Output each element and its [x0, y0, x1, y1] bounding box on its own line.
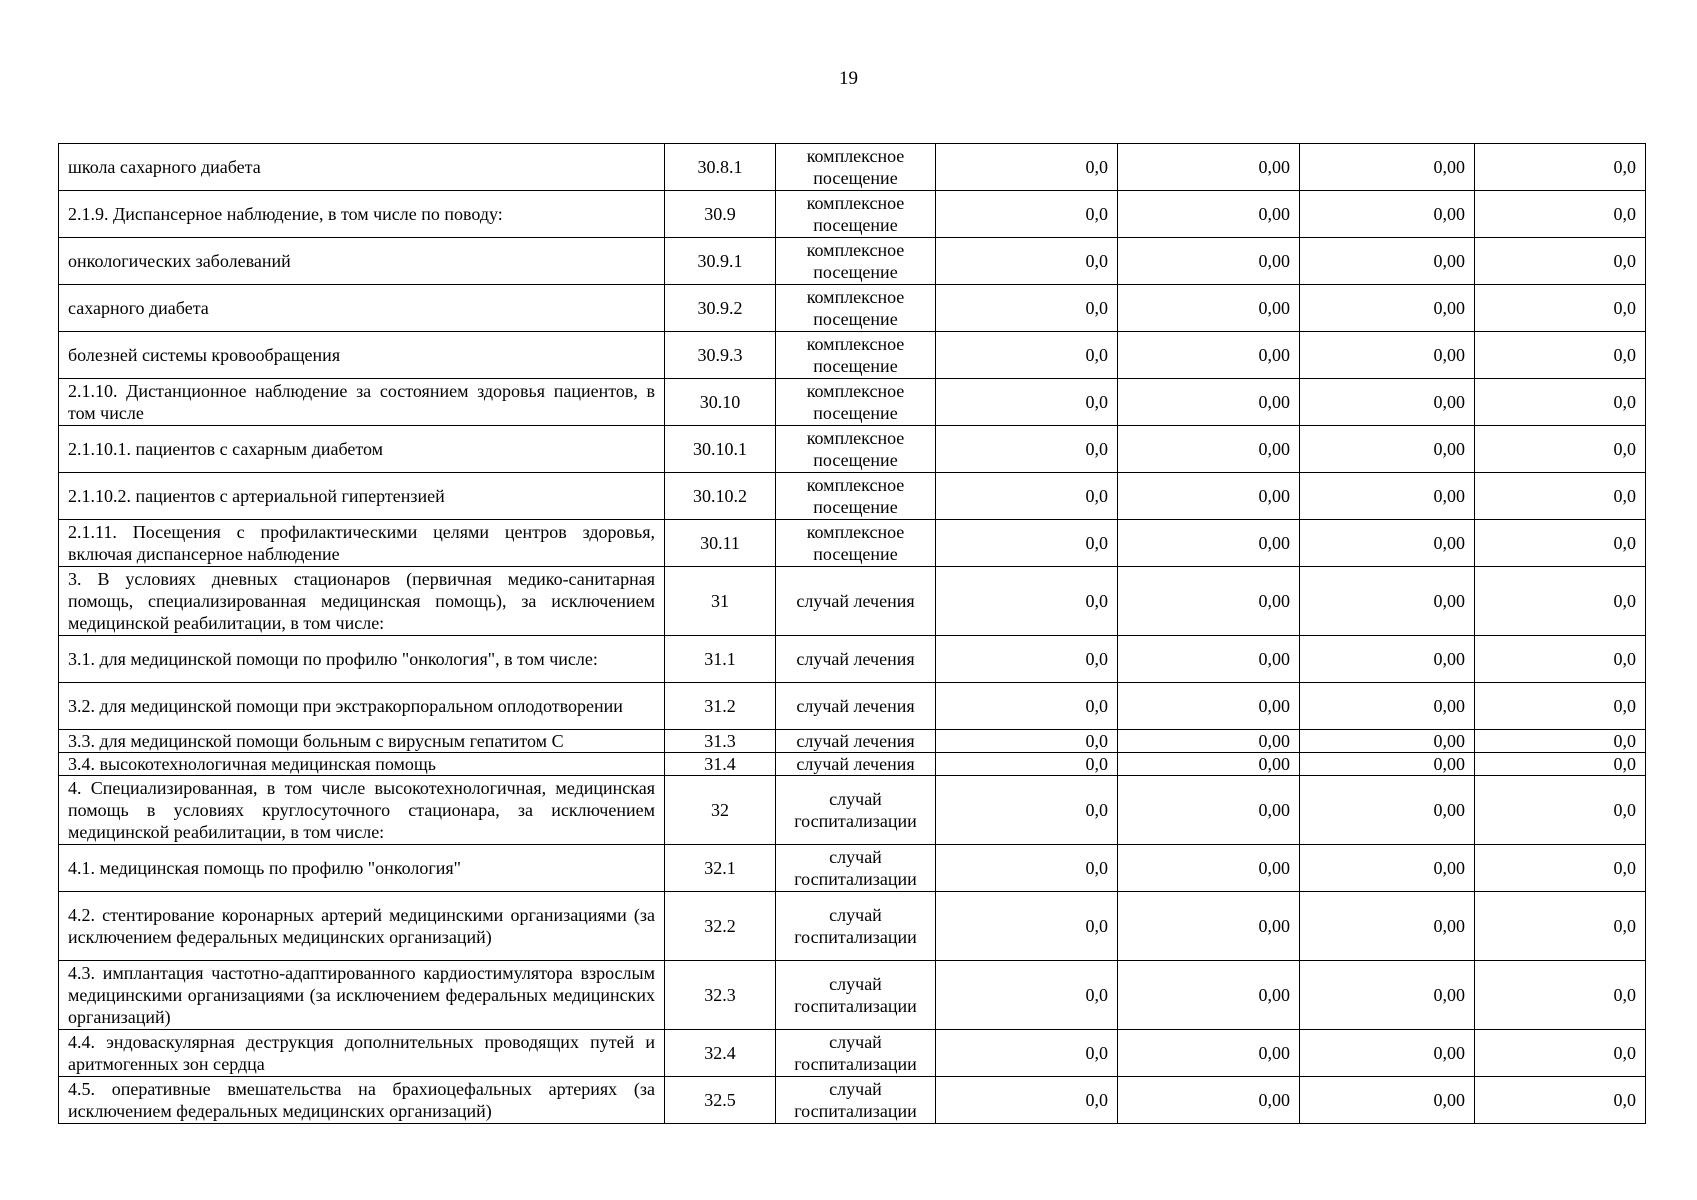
row-code-cell: 30.10.2	[665, 473, 776, 520]
row-value-4-cell: 0,0	[1475, 426, 1646, 473]
row-value-2-cell: 0,00	[1118, 144, 1300, 191]
row-code-cell: 32.1	[665, 845, 776, 892]
row-value-2-cell: 0,00	[1118, 892, 1300, 961]
row-value-3-cell: 0,00	[1300, 191, 1475, 238]
row-value-2-cell: 0,00	[1118, 426, 1300, 473]
row-value-2-cell: 0,00	[1118, 961, 1300, 1030]
row-code-cell: 32	[665, 776, 776, 845]
row-code-cell: 30.8.1	[665, 144, 776, 191]
row-value-2-cell: 0,00	[1118, 520, 1300, 567]
row-value-3-cell: 0,00	[1300, 379, 1475, 426]
row-value-2-cell: 0,00	[1118, 1030, 1300, 1077]
row-name-cell: 3. В условиях дневных стационаров (первичная медико-санитарная помощь, специализированная медицинская помощь), за исключением медицинской реабилитации, в том числе:	[59, 567, 665, 636]
row-value-3-cell: 0,00	[1300, 285, 1475, 332]
row-code-cell: 30.9.3	[665, 332, 776, 379]
row-unit-cell: комплексное посещение	[776, 191, 936, 238]
data-table	[58, 143, 1646, 1124]
row-name-cell: 3.4. высокотехнологичная медицинская помощь	[59, 753, 665, 776]
table-row	[59, 332, 1646, 379]
row-value-3-cell: 0,00	[1300, 636, 1475, 683]
row-value-3-cell: 0,00	[1300, 473, 1475, 520]
row-value-4-cell: 0,0	[1475, 332, 1646, 379]
table-row	[59, 379, 1646, 426]
row-code-cell: 31.1	[665, 636, 776, 683]
row-value-3-cell: 0,00	[1300, 845, 1475, 892]
row-name-cell: 4.3. имплантация частотно-адаптированного кардиостимулятора взрослым медицинскими организациями (за исключением федеральных медицинских организаций)	[59, 961, 665, 1030]
row-value-1-cell: 0,0	[936, 426, 1118, 473]
page-number: 19	[839, 68, 858, 89]
row-value-1-cell: 0,0	[936, 567, 1118, 636]
row-value-1-cell: 0,0	[936, 845, 1118, 892]
row-value-4-cell: 0,0	[1475, 892, 1646, 961]
row-unit-cell: случай госпитализации	[776, 776, 936, 845]
row-value-3-cell: 0,00	[1300, 683, 1475, 730]
row-code-cell: 30.9.1	[665, 238, 776, 285]
table-row	[59, 683, 1646, 730]
row-name-cell: сахарного диабета	[59, 285, 665, 332]
table-row	[59, 144, 1646, 191]
row-value-1-cell: 0,0	[936, 1030, 1118, 1077]
row-value-4-cell: 0,0	[1475, 1030, 1646, 1077]
table-row	[59, 238, 1646, 285]
row-value-2-cell: 0,00	[1118, 845, 1300, 892]
row-code-cell: 31	[665, 567, 776, 636]
table-row	[59, 892, 1646, 961]
row-value-1-cell: 0,0	[936, 238, 1118, 285]
row-value-3-cell: 0,00	[1300, 776, 1475, 845]
table-row	[59, 636, 1646, 683]
row-value-1-cell: 0,0	[936, 776, 1118, 845]
row-value-4-cell: 0,0	[1475, 683, 1646, 730]
table-row	[59, 473, 1646, 520]
row-value-3-cell: 0,00	[1300, 961, 1475, 1030]
table-row	[59, 1030, 1646, 1077]
row-code-cell: 31.2	[665, 683, 776, 730]
row-code-cell: 32.3	[665, 961, 776, 1030]
row-name-cell: 2.1.10. Дистанционное наблюдение за состоянием здоровья пациентов, в том числе	[59, 379, 665, 426]
row-value-1-cell: 0,0	[936, 285, 1118, 332]
row-name-cell: онкологических заболеваний	[59, 238, 665, 285]
row-name-cell: 2.1.11. Посещения с профилактическими целями центров здоровья, включая диспансерное наблюдение	[59, 520, 665, 567]
row-value-2-cell: 0,00	[1118, 636, 1300, 683]
row-value-3-cell: 0,00	[1300, 144, 1475, 191]
table-row	[59, 567, 1646, 636]
row-unit-cell: случай лечения	[776, 683, 936, 730]
row-value-1-cell: 0,0	[936, 473, 1118, 520]
row-value-4-cell: 0,0	[1475, 845, 1646, 892]
row-value-1-cell: 0,0	[936, 379, 1118, 426]
row-value-3-cell: 0,00	[1300, 567, 1475, 636]
row-unit-cell: случай лечения	[776, 730, 936, 753]
row-name-cell: 2.1.10.1. пациентов с сахарным диабетом	[59, 426, 665, 473]
row-value-4-cell: 0,0	[1475, 473, 1646, 520]
table-row	[59, 730, 1646, 753]
row-value-4-cell: 0,0	[1475, 520, 1646, 567]
table-row	[59, 845, 1646, 892]
row-code-cell: 30.10	[665, 379, 776, 426]
row-value-2-cell: 0,00	[1118, 332, 1300, 379]
row-value-2-cell: 0,00	[1118, 753, 1300, 776]
row-code-cell: 30.10.1	[665, 426, 776, 473]
row-value-2-cell: 0,00	[1118, 238, 1300, 285]
table-row	[59, 285, 1646, 332]
row-value-4-cell: 0,0	[1475, 379, 1646, 426]
table-row	[59, 753, 1646, 776]
row-code-cell: 32.5	[665, 1077, 776, 1124]
row-name-cell: 2.1.9. Диспансерное наблюдение, в том числе по поводу:	[59, 191, 665, 238]
row-value-4-cell: 0,0	[1475, 636, 1646, 683]
row-value-1-cell: 0,0	[936, 892, 1118, 961]
row-name-cell: школа сахарного диабета	[59, 144, 665, 191]
row-value-4-cell: 0,0	[1475, 285, 1646, 332]
row-value-2-cell: 0,00	[1118, 730, 1300, 753]
row-value-4-cell: 0,0	[1475, 567, 1646, 636]
row-value-4-cell: 0,0	[1475, 144, 1646, 191]
row-name-cell: 3.3. для медицинской помощи больным с вирусным гепатитом С	[59, 730, 665, 753]
row-value-1-cell: 0,0	[936, 730, 1118, 753]
table-row	[59, 520, 1646, 567]
row-unit-cell: комплексное посещение	[776, 238, 936, 285]
row-unit-cell: случай госпитализации	[776, 961, 936, 1030]
row-name-cell: 4.5. оперативные вмешательства на брахиоцефальных артериях (за исключением федеральных медицинских организаций)	[59, 1077, 665, 1124]
row-value-3-cell: 0,00	[1300, 753, 1475, 776]
row-value-4-cell: 0,0	[1475, 1077, 1646, 1124]
row-code-cell: 31.4	[665, 753, 776, 776]
row-value-3-cell: 0,00	[1300, 238, 1475, 285]
row-name-cell: 3.1. для медицинской помощи по профилю "онкология", в том числе:	[59, 636, 665, 683]
row-unit-cell: случай госпитализации	[776, 845, 936, 892]
row-value-3-cell: 0,00	[1300, 1077, 1475, 1124]
row-name-cell: 4. Специализированная, в том числе высокотехнологичная, медицинская помощь в условиях круглосуточного стационара, за исключением медицинской реабилитации, в том числе:	[59, 776, 665, 845]
row-value-1-cell: 0,0	[936, 191, 1118, 238]
row-unit-cell: случай лечения	[776, 636, 936, 683]
table-row	[59, 776, 1646, 845]
row-code-cell: 31.3	[665, 730, 776, 753]
row-value-2-cell: 0,00	[1118, 1077, 1300, 1124]
row-name-cell: 4.4. эндоваскулярная деструкция дополнительных проводящих путей и аритмогенных зон сердца	[59, 1030, 665, 1077]
row-value-1-cell: 0,0	[936, 753, 1118, 776]
row-unit-cell: комплексное посещение	[776, 144, 936, 191]
row-value-1-cell: 0,0	[936, 961, 1118, 1030]
row-value-4-cell: 0,0	[1475, 238, 1646, 285]
table-row	[59, 191, 1646, 238]
row-value-3-cell: 0,00	[1300, 520, 1475, 567]
row-name-cell: 3.2. для медицинской помощи при экстракорпоральном оплодотворении	[59, 683, 665, 730]
row-value-3-cell: 0,00	[1300, 332, 1475, 379]
row-value-4-cell: 0,0	[1475, 776, 1646, 845]
row-unit-cell: комплексное посещение	[776, 426, 936, 473]
row-value-3-cell: 0,00	[1300, 1030, 1475, 1077]
row-value-1-cell: 0,0	[936, 1077, 1118, 1124]
row-value-2-cell: 0,00	[1118, 285, 1300, 332]
table-row	[59, 426, 1646, 473]
row-value-4-cell: 0,0	[1475, 730, 1646, 753]
row-value-1-cell: 0,0	[936, 520, 1118, 567]
row-value-1-cell: 0,0	[936, 636, 1118, 683]
row-value-4-cell: 0,0	[1475, 961, 1646, 1030]
row-value-2-cell: 0,00	[1118, 776, 1300, 845]
row-value-2-cell: 0,00	[1118, 567, 1300, 636]
row-value-1-cell: 0,0	[936, 683, 1118, 730]
row-value-1-cell: 0,0	[936, 144, 1118, 191]
row-code-cell: 32.4	[665, 1030, 776, 1077]
row-unit-cell: комплексное посещение	[776, 473, 936, 520]
row-unit-cell: комплексное посещение	[776, 520, 936, 567]
table-row	[59, 1077, 1646, 1124]
row-code-cell: 30.9	[665, 191, 776, 238]
row-unit-cell: случай госпитализации	[776, 892, 936, 961]
row-value-3-cell: 0,00	[1300, 426, 1475, 473]
row-unit-cell: случай госпитализации	[776, 1030, 936, 1077]
row-code-cell: 30.9.2	[665, 285, 776, 332]
row-unit-cell: комплексное посещение	[776, 379, 936, 426]
row-unit-cell: случай лечения	[776, 753, 936, 776]
row-value-2-cell: 0,00	[1118, 473, 1300, 520]
row-value-2-cell: 0,00	[1118, 191, 1300, 238]
row-name-cell: 2.1.10.2. пациентов с артериальной гипертензией	[59, 473, 665, 520]
row-code-cell: 30.11	[665, 520, 776, 567]
row-unit-cell: случай госпитализации	[776, 1077, 936, 1124]
table-row	[59, 961, 1646, 1030]
row-value-1-cell: 0,0	[936, 332, 1118, 379]
row-value-2-cell: 0,00	[1118, 683, 1300, 730]
row-unit-cell: случай лечения	[776, 567, 936, 636]
row-value-3-cell: 0,00	[1300, 892, 1475, 961]
row-unit-cell: комплексное посещение	[776, 285, 936, 332]
row-name-cell: 4.1. медицинская помощь по профилю "онкология"	[59, 845, 665, 892]
row-value-4-cell: 0,0	[1475, 753, 1646, 776]
row-value-2-cell: 0,00	[1118, 379, 1300, 426]
row-code-cell: 32.2	[665, 892, 776, 961]
row-name-cell: болезней системы кровообращения	[59, 332, 665, 379]
row-value-3-cell: 0,00	[1300, 730, 1475, 753]
row-value-4-cell: 0,0	[1475, 191, 1646, 238]
row-unit-cell: комплексное посещение	[776, 332, 936, 379]
row-name-cell: 4.2. стентирование коронарных артерий медицинскими организациями (за исключением федеральных медицинских организаций)	[59, 892, 665, 961]
